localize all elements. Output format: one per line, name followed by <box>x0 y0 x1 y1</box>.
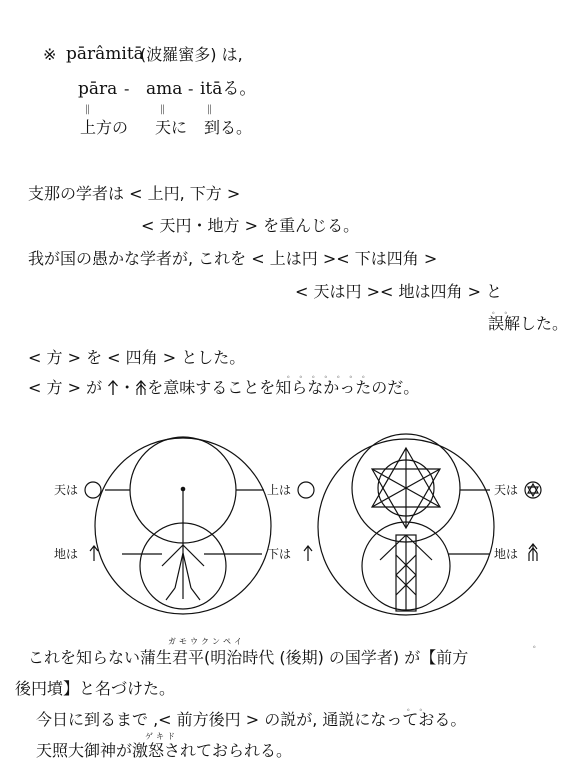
left-label-shita: 下は <box>267 547 292 561</box>
para2-line2-end: を意味することを知らなかったのだ。 <box>147 378 420 397</box>
ita-part: itāる。 <box>200 79 257 99</box>
para3-line3: 今日に到るまで ,< 前方後円 > の説が, 通説になっておる。 <box>36 710 467 729</box>
para3-line4-end: されておられる。 <box>164 741 293 760</box>
dash-2: - <box>188 79 194 98</box>
equal-mark-1: || <box>85 104 90 115</box>
para3-line1-start: これを知らない <box>28 648 141 667</box>
gekido-ruby: ゲキド <box>145 732 178 741</box>
gamou-ruby: ガモウクンペイ <box>168 637 245 646</box>
ten-ni-text: 天に <box>155 118 188 137</box>
joho-text: 上方の <box>80 118 129 137</box>
emphasis-dots-shiranakatta: 。。。。。。。 <box>287 371 378 379</box>
para3-line4 <box>36 743 292 759</box>
para3-line4-start: 天照大御神が <box>36 741 133 760</box>
gekido-word: 激怒 <box>132 741 165 760</box>
left-label-ten: 天は <box>54 483 79 497</box>
reference-mark: ※ <box>43 45 57 64</box>
equal-mark-3: || <box>207 104 212 115</box>
left-label-ue: 上は <box>267 483 292 497</box>
emphasis-dots-tsusetsu: 。。 <box>407 704 436 712</box>
middle-dot: ・ <box>119 378 136 397</box>
right-label-ten: 天は <box>494 483 519 497</box>
dash-1: - <box>124 79 130 98</box>
para-part: pāra <box>78 79 118 99</box>
gamou-kunpei: 蒲生君平 <box>140 648 205 667</box>
para1-line5: 誤解した。 <box>488 314 569 333</box>
equal-mark-2: || <box>160 104 165 115</box>
right-diagram <box>318 434 541 615</box>
para2-line2-start: < 方 > が <box>28 378 103 397</box>
paramita-kanji: (波羅蜜多) は, <box>140 45 243 64</box>
para1-line2: < 天円・地方 > を重んじる。 <box>141 216 360 235</box>
para1-line1: 支那の学者は < 上円, 下方 > <box>28 184 241 203</box>
emphasis-dots-gokai: 。。 <box>492 307 521 315</box>
para2-line1: < 方 > を < 四角 > とした。 <box>28 348 246 367</box>
para3-line1 <box>28 650 468 666</box>
right-chi-ornate-arrow-icon <box>529 544 537 561</box>
right-label-chi: 地は <box>494 547 519 561</box>
left-shita-arrow-icon <box>304 546 312 561</box>
left-label-chi: 地は <box>54 547 79 561</box>
para3-line2: 後円墳】と名づけた。 <box>15 679 176 698</box>
para1-line3: 我が国の愚かな学者が, これを < 上は円 >< 下は四角 > <box>28 249 438 268</box>
itaru-text: 到る。 <box>204 118 253 137</box>
left-diagram <box>85 437 314 614</box>
para3-line1-end: (明治時代 (後期) の国学者) が【前方 <box>204 648 469 667</box>
left-chi-arrow-icon <box>90 546 98 561</box>
ama-part: ama <box>146 79 183 99</box>
emphasis-dot-zenpo: 。 <box>533 641 549 649</box>
para1-line4: < 天は円 >< 地は四角 > と <box>295 282 503 301</box>
paramita-word: pārâmitā <box>66 44 144 64</box>
